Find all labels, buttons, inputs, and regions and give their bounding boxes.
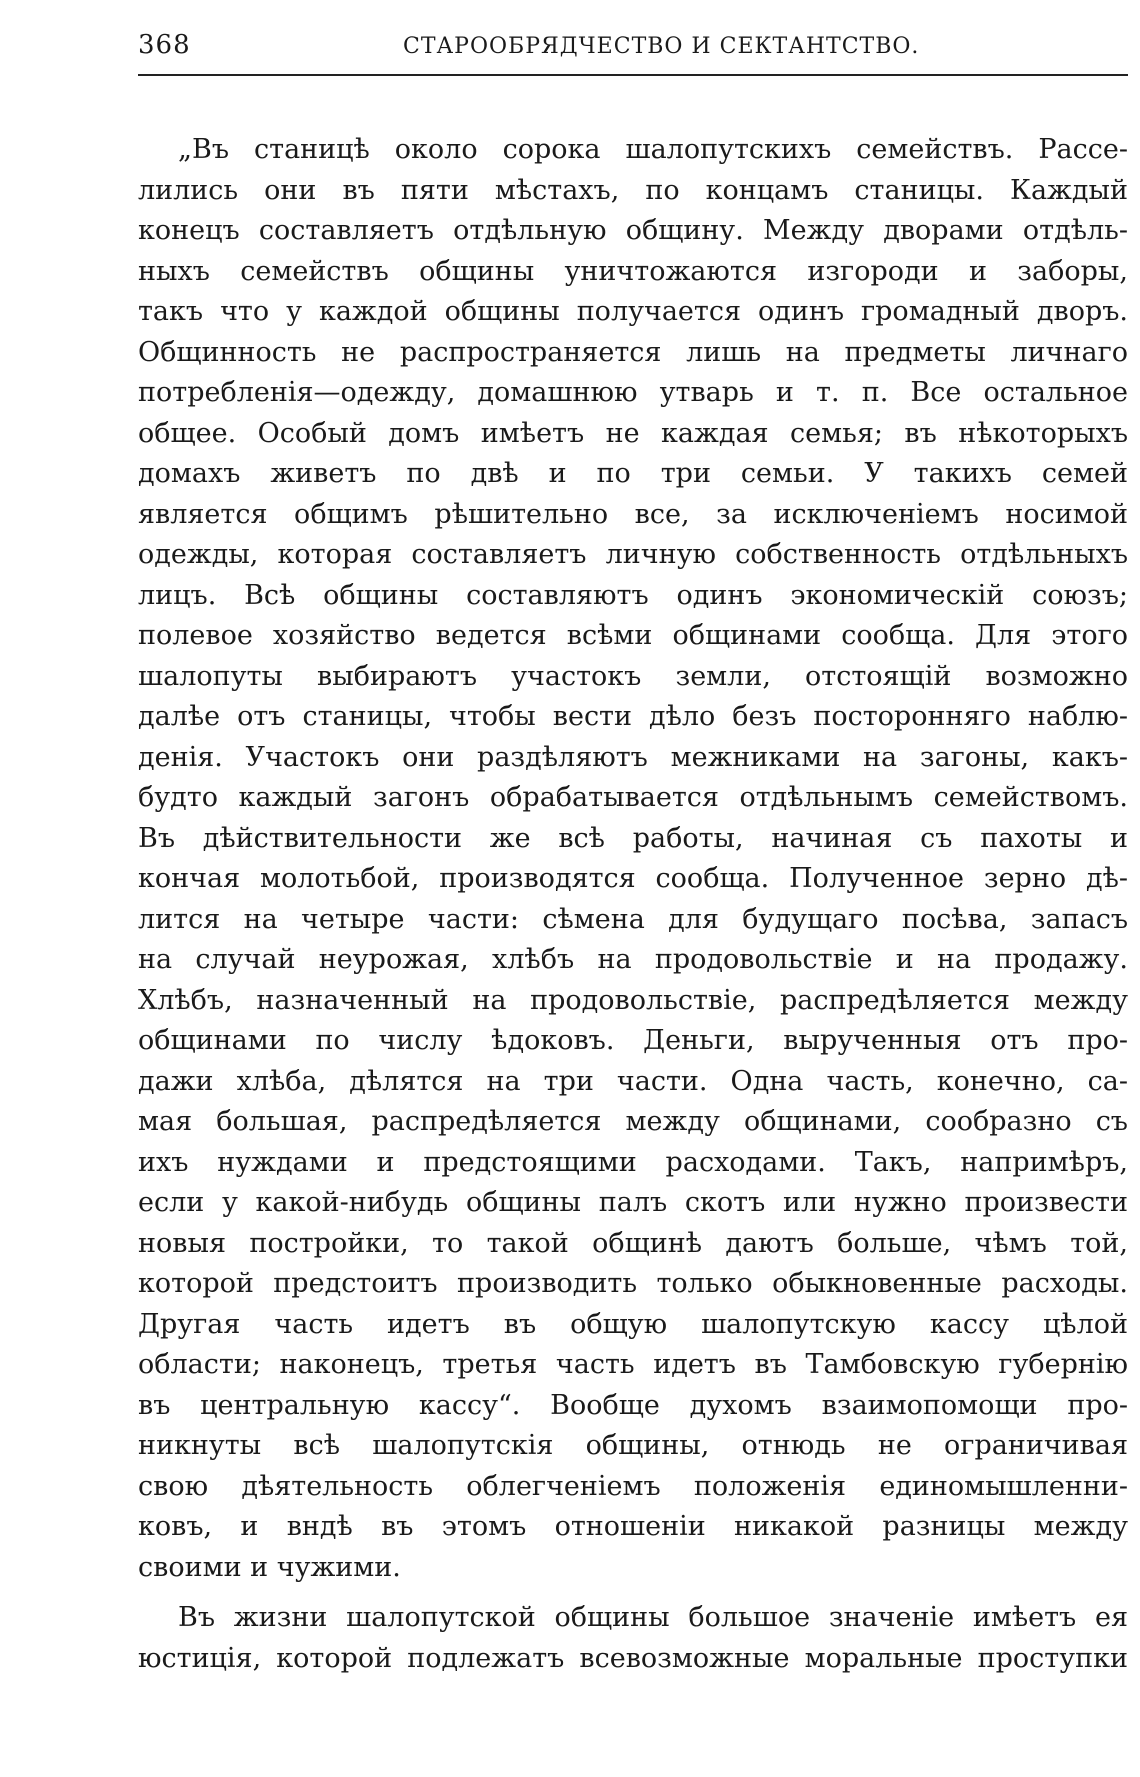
text-line: которой предстоитъ производить только обыкновенные расходы. bbox=[138, 1268, 1128, 1299]
text-line: одежды, которая составляетъ личную собственность отдѣльныхъ bbox=[138, 539, 1128, 570]
text-line: Въ жизни шалопутской общины большое значеніе имѣетъ ея bbox=[178, 1602, 1128, 1633]
text-line: потребленія—одежду, домашнюю утварь и т. п. Все остальное bbox=[138, 377, 1128, 408]
text-line: области; наконецъ, третья часть идетъ въ Тамбовскую губернію bbox=[138, 1349, 1128, 1380]
text-line: полевое хозяйство ведется всѣми общинами сообща. Для этого bbox=[138, 620, 1128, 651]
text-line: „Въ станицѣ около сорока шалопутскихъ семействъ. Рассе- bbox=[178, 134, 1128, 165]
text-line: на случай неурожая, хлѣбъ на продовольствіе и на продажу. bbox=[138, 944, 1128, 975]
text-line: кончая молотьбой, производятся сообща. Полученное зерно дѣ- bbox=[138, 863, 1128, 894]
text-line: Хлѣбъ, назначенный на продовольствіе, распредѣляется между bbox=[138, 984, 1128, 1016]
text-line: новыя постройки, то такой общинѣ даютъ больше, чѣмъ той, bbox=[138, 1227, 1128, 1259]
paragraph-1 bbox=[138, 130, 1128, 1588]
text-line: будто каждый загонъ обрабатывается отдѣльнымъ семействомъ. bbox=[138, 782, 1128, 813]
text-line: домахъ живетъ по двѣ и по три семьи. У такихъ семей bbox=[138, 458, 1128, 489]
text-line: общее. Особый домъ имѣетъ не каждая семья; въ нѣкоторыхъ bbox=[138, 417, 1128, 449]
body-text bbox=[138, 130, 1128, 1679]
text-line: лицъ. Всѣ общины составляютъ одинъ экономическій союзъ; bbox=[138, 579, 1128, 611]
text-line: лится на четыре части: сѣмена для будущаго посѣва, запасъ bbox=[138, 903, 1128, 935]
text-line: далѣе отъ станицы, чтобы вести дѣло безъ посторонняго наблю- bbox=[138, 701, 1128, 732]
text-line: мая большая, распредѣляется между общинами, сообразно съ bbox=[138, 1106, 1128, 1137]
text-line: своими и чужими. bbox=[138, 1551, 401, 1583]
text-line: шалопуты выбираютъ участокъ земли, отстоящій возможно bbox=[138, 660, 1128, 692]
text-line: никнуты всѣ шалопутскія общины, отнюдь не ограничивая bbox=[138, 1430, 1128, 1461]
text-line: свою дѣятельность облегченіемъ положенія единомышленни- bbox=[138, 1470, 1128, 1502]
running-title: СТАРООБРЯДЧЕСТВО И СЕКТАНТСТВО. bbox=[403, 34, 920, 59]
text-line: дажи хлѣба, дѣлятся на три части. Одна часть, конечно, са- bbox=[138, 1065, 1128, 1097]
text-line: ковъ, и вндѣ въ этомъ отношеніи никакой разницы между bbox=[138, 1511, 1128, 1542]
text-line: въ центральную кассу“. Вообще духомъ взаимопомощи про- bbox=[138, 1389, 1128, 1421]
page-number: 368 bbox=[138, 30, 191, 60]
book-page bbox=[138, 22, 1128, 1762]
paragraph-gap bbox=[138, 1588, 1128, 1598]
text-line: лились они въ пяти мѣстахъ, по концамъ станицы. Каждый bbox=[138, 174, 1128, 206]
text-line: юстиція, которой подлежатъ всевозможные моральные проступки bbox=[138, 1642, 1128, 1674]
text-line: Въ дѣйствительности же всѣ работы, начиная съ пахоты и bbox=[138, 822, 1128, 854]
text-line: Общинность не распространяется лишь на предметы личнаго bbox=[138, 336, 1128, 368]
header-rule bbox=[138, 74, 1128, 76]
text-line: если у какой-нибудь общины палъ скотъ или нужно произвести bbox=[138, 1187, 1128, 1218]
text-line: ихъ нуждами и предстоящими расходами. Такъ, напримѣръ, bbox=[138, 1146, 1128, 1178]
text-line: денія. Участокъ они раздѣляютъ межниками на загоны, какъ- bbox=[138, 741, 1128, 773]
text-line: Другая часть идетъ въ общую шалопутскую кассу цѣлой bbox=[138, 1308, 1128, 1340]
text-line: ныхъ семействъ общины уничтожаются изгороди и заборы, bbox=[138, 255, 1128, 287]
paragraph-2 bbox=[138, 1598, 1128, 1679]
page-header bbox=[138, 22, 1128, 66]
text-line: конецъ составляетъ отдѣльную общину. Между дворами отдѣль- bbox=[138, 215, 1128, 246]
text-line: является общимъ рѣшительно все, за исключеніемъ носимой bbox=[138, 498, 1128, 530]
text-line: общинами по числу ѣдоковъ. Деньги, вырученныя отъ про- bbox=[138, 1025, 1128, 1056]
text-line: такъ что у каждой общины получается одинъ громадный дворъ. bbox=[138, 296, 1128, 327]
